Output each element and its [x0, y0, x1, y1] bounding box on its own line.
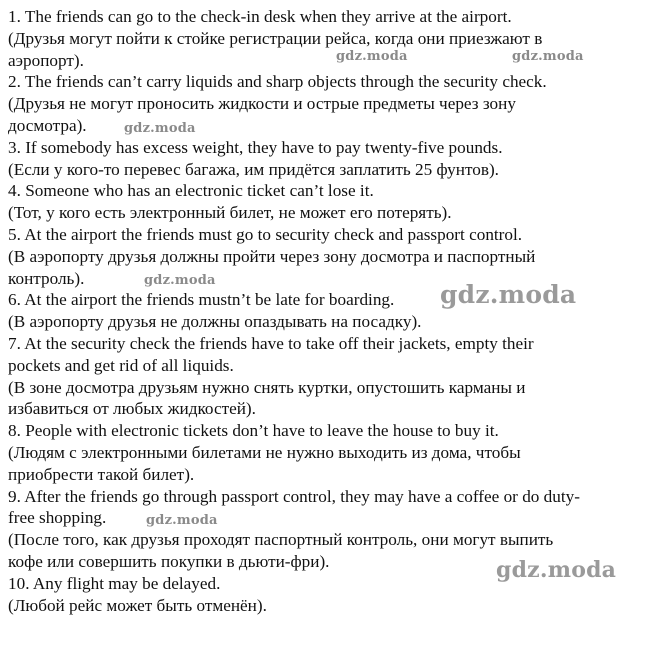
- text-line: 2. The friends can’t carry liquids and sharp objects through the security check.: [8, 72, 547, 92]
- text-line: (После того, как друзья проходят паспортный контроль, они могут выпить: [8, 530, 554, 550]
- text-line: аэропорт).: [8, 50, 84, 70]
- watermark: gdz.moda: [496, 557, 617, 583]
- text-line: (В зоне досмотра друзьям нужно снять куртки, опустошить карманы и: [8, 377, 526, 397]
- text-line: избавиться от любых жидкостей).: [8, 399, 256, 419]
- watermark: gdz.moda: [512, 49, 584, 64]
- text-line: 3. If somebody has excess weight, they have to pay twenty-five pounds.: [8, 137, 503, 157]
- text-line: (Если у кого-то перевес багажа, им придётся заплатить 25 фунтов).: [8, 159, 499, 179]
- text-line: 9. After the friends go through passport control, they may have a coffee or do duty-: [8, 486, 580, 506]
- text-line: (Друзья не могут проносить жидкости и острые предметы через зону: [8, 94, 516, 114]
- text-line: 8. People with electronic tickets don’t have to leave the house to buy it.: [8, 421, 499, 441]
- text-line: 5. At the airport the friends must go to security check and passport control.: [8, 224, 523, 244]
- text-line: кофе или совершить покупки в дьюти-фри).: [8, 551, 330, 571]
- text-line: (В аэропорту друзья не должны опаздывать на посадку).: [8, 312, 422, 332]
- watermark: gdz.moda: [144, 273, 216, 288]
- text-line: (Людям с электронными билетами не нужно выходить из дома, чтобы: [8, 442, 521, 462]
- text-line: (В аэропорту друзья должны пройти через зону досмотра и паспортный: [8, 246, 536, 266]
- text-line: приобрести такой билет).: [8, 464, 195, 484]
- text-line: 1. The friends can go to the check-in desk when they arrive at the airport.: [8, 7, 512, 26]
- text-line: контроль).: [8, 268, 85, 288]
- text-line: 4. Someone who has an electronic ticket can’t lose it.: [8, 181, 374, 201]
- watermark: gdz.moda: [124, 121, 196, 136]
- text-line: free shopping.: [8, 508, 107, 528]
- text-line: (Любой рейс может быть отменён).: [8, 595, 267, 615]
- text-line: pockets and get rid of all liquids.: [8, 355, 234, 375]
- watermark: gdz.moda: [440, 280, 577, 309]
- text-line: (Друзья могут пойти к стойке регистрации рейса, когда они приезжают в: [8, 28, 543, 48]
- text-line: 6. At the airport the friends mustn’t be late for boarding.: [8, 290, 395, 310]
- watermark: gdz.moda: [336, 49, 408, 64]
- watermark: gdz.moda: [146, 513, 218, 528]
- text-line: 7. At the security check the friends have to take off their jackets, empty their: [8, 333, 534, 353]
- text-line: 10. Any flight may be delayed.: [8, 573, 221, 593]
- text-line: досмотра).: [8, 115, 87, 135]
- text-line: (Тот, у кого есть электронный билет, не может его потерять).: [8, 203, 452, 223]
